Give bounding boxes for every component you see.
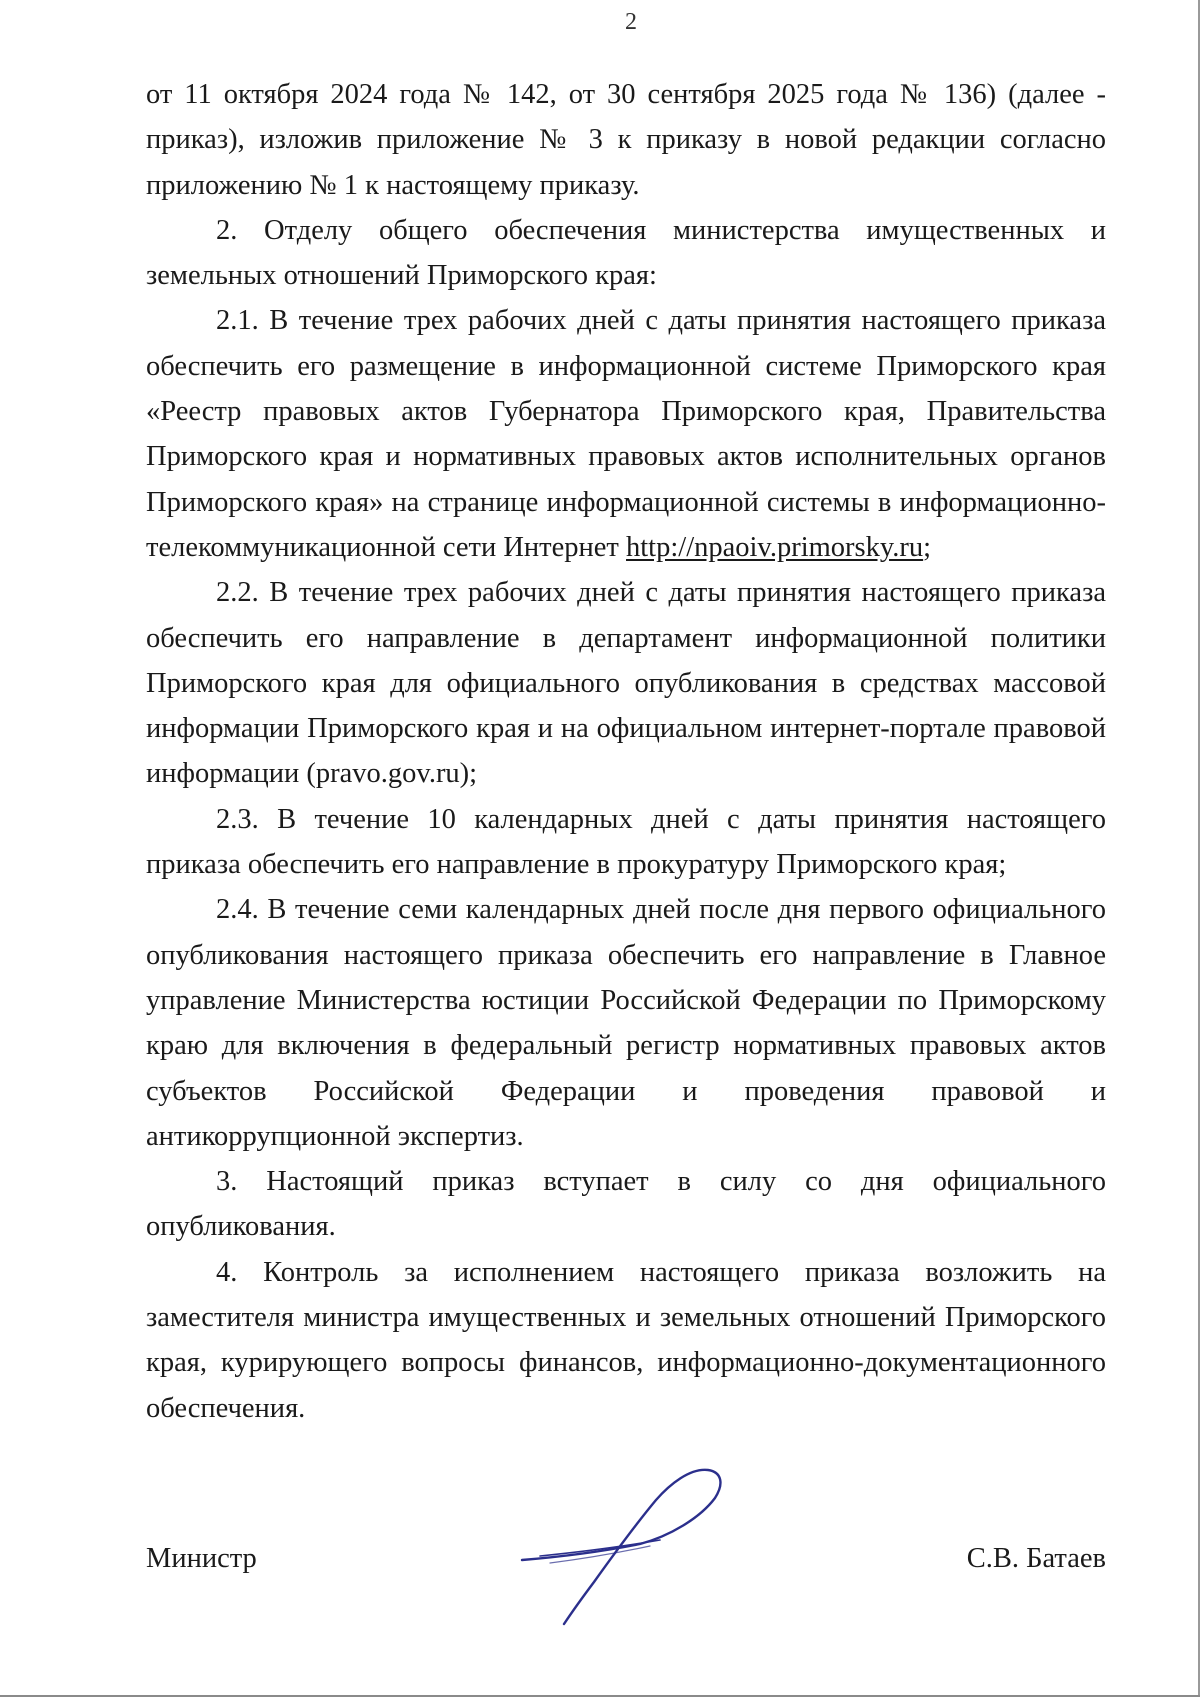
paragraph-item-2-1-text: 2.1. В течение трех рабочих дней с даты принятия настоящего приказа обеспечить его размещение в информационной системе Приморского края «Реестр правовых актов Губернатора Приморского края, Правительства Приморского края и нормативных правовых актов исполнительных органов Приморского края» на странице информационной системы в информационно-телекоммуникационной сети Интернет (146, 305, 1106, 563)
paragraph-item-4: 4. Контроль за исполнением настоящего приказа возложить на заместителя министра имущественных и земельных отношений Приморского края, курирующего вопросы финансов, информационно-документационного обеспечения. (146, 1256, 1106, 1424)
paragraph-item-2-4: 2.4. В течение семи календарных дней после дня первого официального опубликования настоящего приказа обеспечить его направление в Главное управление Министерства юстиции Российской Федерации по Приморскому краю для включения в федеральный регистр нормативных правовых актов субъектов Российской Федерации и проведения правовой и антикоррупционной экспертиз. (146, 894, 1106, 1152)
paragraph-item-2-1 (146, 298, 1106, 570)
signature-block (146, 1536, 1106, 1586)
paragraph-item-3: 3. Настоящий приказ вступает в силу со дня официального опубликования. (146, 1166, 1106, 1243)
registry-link[interactable]: http://npaoiv.primorsky.ru (626, 531, 924, 563)
paragraph-item-2: 2. Отделу общего обеспечения министерства имущественных и земельных отношений Приморского края: (146, 214, 1106, 292)
paragraph-continuation: от 11 октября 2024 года № 142, от 30 сентября 2025 года № 136) (далее - приказ), изложив приложение № 3 к приказу в новой редакции согласно приложению № 1 к настоящему приказу. (146, 79, 1106, 201)
paragraph-item-2-1-end: ; (923, 531, 932, 563)
page-number: 2 (625, 9, 637, 35)
paragraph-item-2-2: 2.2. В течение трех рабочих дней с даты принятия настоящего приказа обеспечить его направление в департамент информационной политики Приморского края для официального опубликования в средствах массовой информации Приморского края и на официальном интернет-портале правовой информации (pravo.gov.ru); (146, 577, 1106, 790)
document-body (146, 72, 1106, 1431)
signatory-position: Министр (146, 1543, 257, 1574)
paragraph-item-2-3: 2.3. В течение 10 календарных дней с даты принятия настоящего приказа обеспечить его направление в прокуратуру Приморского края; (146, 803, 1106, 881)
signatory-name: С.В. Батаев (966, 1543, 1106, 1574)
